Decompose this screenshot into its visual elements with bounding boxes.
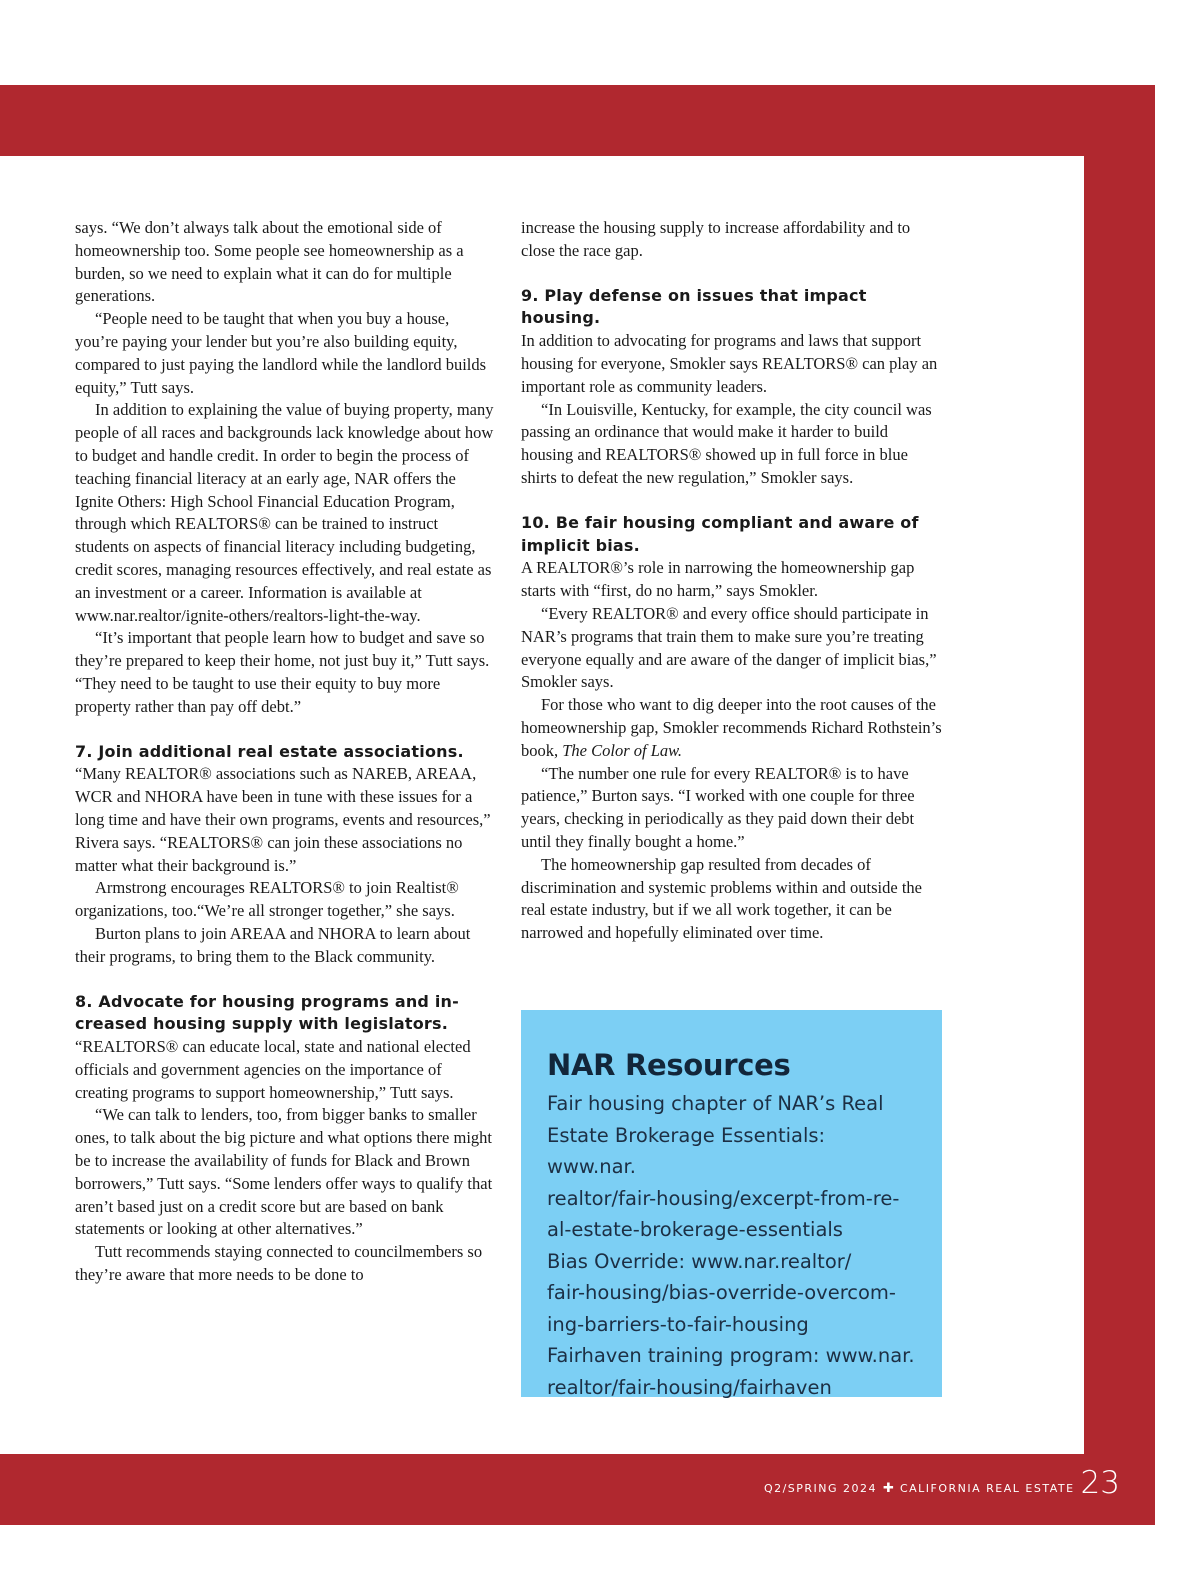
paragraph: In addition to explaining the value of buying property, many people of all races and backgrounds lack knowledge about how to budget and handle credit. In order to begin the process of teaching financial literacy at an early age, NAR offers the Ignite Others: High School Financial Education Program, through which REALTORS® can be trained to instruct students on aspects of financial literacy including budgeting, credit scores, managing resources effectively, and real estate as an investment or a career. Information is available at www.nar.realtor/ignite-others/realtors-light-the-way. [75,400,494,625]
paragraph: Tutt recommends staying connected to councilmembers so they’re aware that more needs to be done to [75,1242,483,1285]
paragraph: A REALTOR®’s role in narrowing the homeownership gap starts with “first, do no harm,” says Smokler. [521,558,915,601]
paragraph [521,694,943,762]
section-heading-7: 7. Join additional real estate associations. [75,741,464,761]
paragraph: “REALTORS® can educate local, state and national elected officials and government agencies on the importance of creating programs to support homeownership,” Tutt says. [75,1037,471,1102]
red-frame-right [1084,85,1155,1525]
paragraph: “Many REALTOR® associations such as NAREB, AREAA, WCR and NHORA have been in tune with these issues for a long time and have their own programs, events and resources,” Rivera says. “REALTORS® can join these associations no matter what their background is.” [75,764,491,875]
resource-line: ing-barriers-to-fair-housing [547,1312,809,1336]
resource-line: Fairhaven training program: www.nar. [547,1344,915,1367]
publication-name: CALIFORNIA REAL ESTATE [899,1482,1075,1495]
cross-icon: ✚ [883,1481,894,1496]
section-heading-8: 8. Advocate for housing programs and increased housing supply with legislators. [75,991,459,1034]
paragraph: “The number one rule for every REALTOR® is to have patience,” Burton says. “I worked with one couple for three years, checking in periodically as they paid down their debt until they finally bought a home.” [521,763,915,851]
paragraph-text: For those who want to dig deeper into the root causes of the homeownership gap, Smokler recommends Richard Rothstein’s book, [521,695,942,760]
right-article-column [521,217,943,945]
resource-line: Fair housing chapter of NAR’s Real [547,1092,884,1115]
paragraph: “People need to be taught that when you buy a house, you’re paying your lender but you’re also building equity, compared to just paying the landlord while the landlord builds equity,” Tutt says. [75,309,487,397]
paragraph: In addition to advocating for programs and laws that support housing for everyone, Smokler says REALTORS® can play an important role as community leaders. [521,331,938,396]
paragraph: increase the housing supply to increase affordability and to close the race gap. [521,218,911,260]
paragraph: The homeownership gap resulted from decades of discrimination and systemic problems within and outside the real estate industry, but if we all work together, it can be narrowed and hopefully eliminated over time. [521,854,922,943]
page-footer [763,1465,1120,1501]
resource-line: fair-housing/bias-override-overcom- [547,1281,896,1304]
paragraph: “We can talk to lenders, too, from bigger banks to smaller ones, to talk about the big picture and what options there might be to increase the availability of funds for Black and Brown borrowers,” Tutt says. “Some lenders offer ways to qualify that aren’t based just on a credit score but are based on bank statements or looking at other alternatives.” [75,1105,493,1239]
paragraph: Armstrong encourages REALTORS® to join Realtist® organizations, too.“We’re all stronger together,” she says. [75,878,459,921]
paragraph: “It’s important that people learn how to budget and save so they’re prepared to keep their home, not just buy it,” Tutt says. “They need to be taught to use their equity to buy more property rather than pay off debt.” [75,628,490,716]
nar-resources-box [521,1010,942,1397]
issue-label: Q2/SPRING 2024 [763,1482,878,1495]
section-heading-10: 10. Be fair housing compliant and aware of implicit bias. [521,512,919,555]
book-title: The Color of Law. [562,740,683,760]
paragraph: says. “We don’t always talk about the emotional side of homeownership too. Some people see homeownership as a burden, so we need to explain what it can do for multiple generations. [75,218,464,306]
resource-line: realtor/fair-housing/fairhaven [547,1375,832,1399]
left-article-column [75,217,495,1287]
paragraph: “Every REALTOR® and every office should participate in NAR’s programs that train them to make sure you’re treating everyone equally and are aware of the danger of implicit bias,” Smokler says. [521,603,937,692]
resource-line: Bias Override: www.nar.realtor/ [547,1249,852,1273]
page-number: 23 [1080,1465,1120,1501]
resource-line: al-estate-brokerage-essentials [547,1218,843,1241]
resources-title: NAR Resources [547,1048,791,1082]
resource-line: realtor/fair-housing/excerpt-from-re- [547,1186,900,1210]
paragraph: “In Louisville, Kentucky, for example, the city council was passing an ordinance that would make it harder to build housing and REALTORS® showed up in full force in blue shirts to defeat the new regulation,” Smokler says. [521,399,932,487]
red-frame-top [0,85,1155,156]
paragraph: Burton plans to join AREAA and NHORA to learn about their programs, to bring them to the Black community. [75,923,471,966]
resource-line: Estate Brokerage Essentials: www.nar. [547,1123,826,1178]
section-heading-9: 9. Play defense on issues that impact housing. [521,285,867,328]
